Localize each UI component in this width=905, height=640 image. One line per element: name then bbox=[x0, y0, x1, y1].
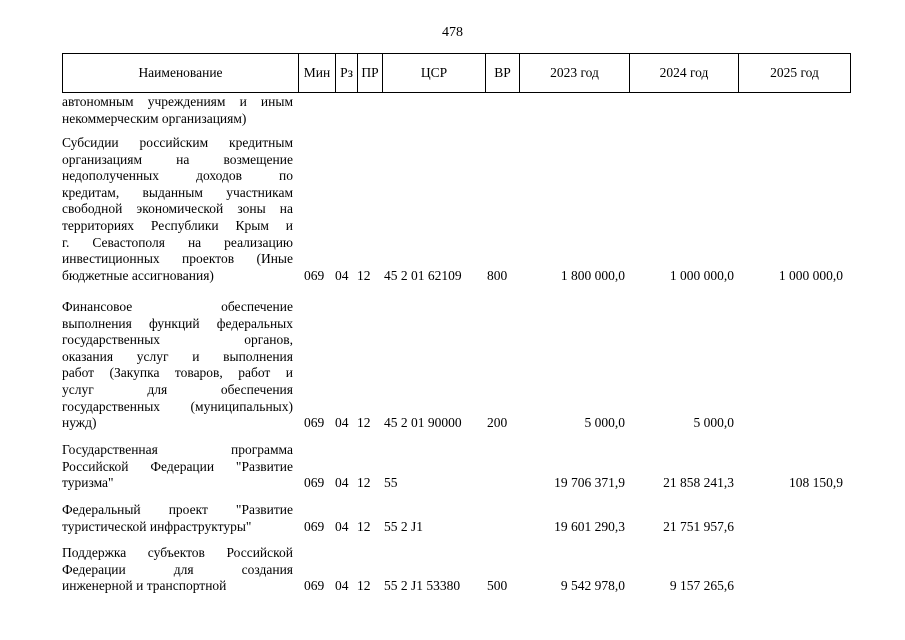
row-name bbox=[62, 502, 293, 535]
cell-csr: 45 2 01 62109 bbox=[384, 267, 462, 283]
row-name-line: Российской Федерации "Развитие bbox=[62, 458, 293, 474]
cell-csr: 45 2 01 90000 bbox=[384, 415, 462, 431]
cell-rz: 04 bbox=[335, 267, 349, 283]
header-2024: 2024 год bbox=[629, 54, 738, 92]
cell-min: 069 bbox=[304, 267, 325, 283]
cell-min: 069 bbox=[304, 578, 325, 594]
row-name bbox=[62, 94, 293, 127]
cell-rz: 04 bbox=[335, 475, 349, 491]
cell-csr: 55 2 J1 53380 bbox=[384, 578, 461, 594]
row-name-line: Государственная программа bbox=[62, 442, 293, 457]
cell-rz: 04 bbox=[335, 578, 349, 594]
cell-y2023: 9 542 978,0 bbox=[560, 578, 625, 594]
row-name-line: Финансовое обеспечение bbox=[62, 299, 293, 314]
cell-min: 069 bbox=[304, 415, 325, 431]
row-name bbox=[62, 545, 293, 595]
cell-vr: 200 bbox=[487, 415, 508, 431]
row-name bbox=[62, 135, 293, 284]
header-2023: 2023 год bbox=[519, 54, 629, 92]
row-name bbox=[62, 442, 293, 492]
row-name-line: свободной экономической зоны на bbox=[62, 201, 293, 217]
header-csr: ЦСР bbox=[382, 54, 485, 92]
cell-pr: 12 bbox=[357, 415, 371, 431]
row-name-line: территориях Республики Крым и bbox=[62, 217, 293, 233]
cell-y2025: 108 150,9 bbox=[789, 475, 843, 491]
row-name-line: г. Севастополя на реализацию bbox=[62, 234, 293, 250]
row-name-line: Федеральный проект "Развитие bbox=[62, 502, 293, 517]
cell-csr: 55 bbox=[384, 475, 398, 491]
row-name-line: Поддержка субъектов Российской bbox=[62, 545, 293, 560]
table-header bbox=[62, 53, 851, 93]
header-2025: 2025 год bbox=[738, 54, 850, 92]
cell-y2023: 5 000,0 bbox=[584, 415, 625, 431]
cell-rz: 04 bbox=[335, 415, 349, 431]
header-pr: ПР bbox=[357, 54, 382, 92]
row-name-line: государственных органов, bbox=[62, 332, 293, 348]
row-name-line: автономным учреждениям и иным bbox=[62, 94, 293, 109]
cell-pr: 12 bbox=[357, 578, 371, 594]
row-name-line: оказания услуг и выполнения bbox=[62, 348, 293, 364]
cell-y2023: 19 601 290,3 bbox=[554, 518, 625, 534]
cell-pr: 12 bbox=[357, 267, 371, 283]
cell-y2024: 21 858 241,3 bbox=[663, 475, 734, 491]
row-name-line: Федерации для создания bbox=[62, 561, 293, 577]
row-name-line: недополученных доходов по bbox=[62, 168, 293, 184]
row-name-line: государственных (муниципальных) bbox=[62, 398, 293, 414]
page-number: 478 bbox=[442, 25, 463, 40]
row-name-line: услуг для обеспечения bbox=[62, 381, 293, 397]
header-vr: ВР bbox=[485, 54, 519, 92]
row-name-line: работ (Закупка товаров, работ и bbox=[62, 365, 293, 381]
cell-min: 069 bbox=[304, 518, 325, 534]
row-name-line: кредитам, выданным участникам bbox=[62, 184, 293, 200]
cell-y2023: 19 706 371,9 bbox=[554, 475, 625, 491]
cell-y2025: 1 000 000,0 bbox=[778, 267, 843, 283]
cell-y2024: 21 751 957,6 bbox=[663, 518, 734, 534]
cell-rz: 04 bbox=[335, 518, 349, 534]
cell-pr: 12 bbox=[357, 518, 371, 534]
row-name-line: туристической инфраструктуры" bbox=[62, 518, 252, 534]
row-name-line: инженерной и транспортной bbox=[62, 578, 227, 594]
cell-y2024: 5 000,0 bbox=[693, 415, 734, 431]
cell-pr: 12 bbox=[357, 475, 371, 491]
cell-vr: 500 bbox=[487, 578, 508, 594]
header-min: Мин bbox=[298, 54, 335, 92]
cell-min: 069 bbox=[304, 475, 325, 491]
row-name-line: туризма" bbox=[62, 475, 114, 491]
cell-vr: 800 bbox=[487, 267, 508, 283]
row-name-line: некоммерческим организациям) bbox=[62, 110, 247, 126]
cell-y2024: 1 000 000,0 bbox=[669, 267, 734, 283]
header-rz: Рз bbox=[335, 54, 357, 92]
row-name bbox=[62, 299, 293, 432]
row-name-line: выполнения функций федеральных bbox=[62, 315, 293, 331]
row-name-line: инвестиционных проектов (Иные bbox=[62, 251, 293, 267]
header-name: Наименование bbox=[138, 65, 223, 80]
cell-csr: 55 2 J1 bbox=[384, 518, 424, 534]
row-name-line: организациям на возмещение bbox=[62, 151, 293, 167]
cell-y2024: 9 157 265,6 bbox=[669, 578, 734, 594]
cell-y2023: 1 800 000,0 bbox=[560, 267, 625, 283]
row-name-line: нужд) bbox=[62, 415, 97, 431]
row-name-line: Субсидии российским кредитным bbox=[62, 135, 293, 150]
row-name-line: бюджетные ассигнования) bbox=[62, 267, 214, 283]
